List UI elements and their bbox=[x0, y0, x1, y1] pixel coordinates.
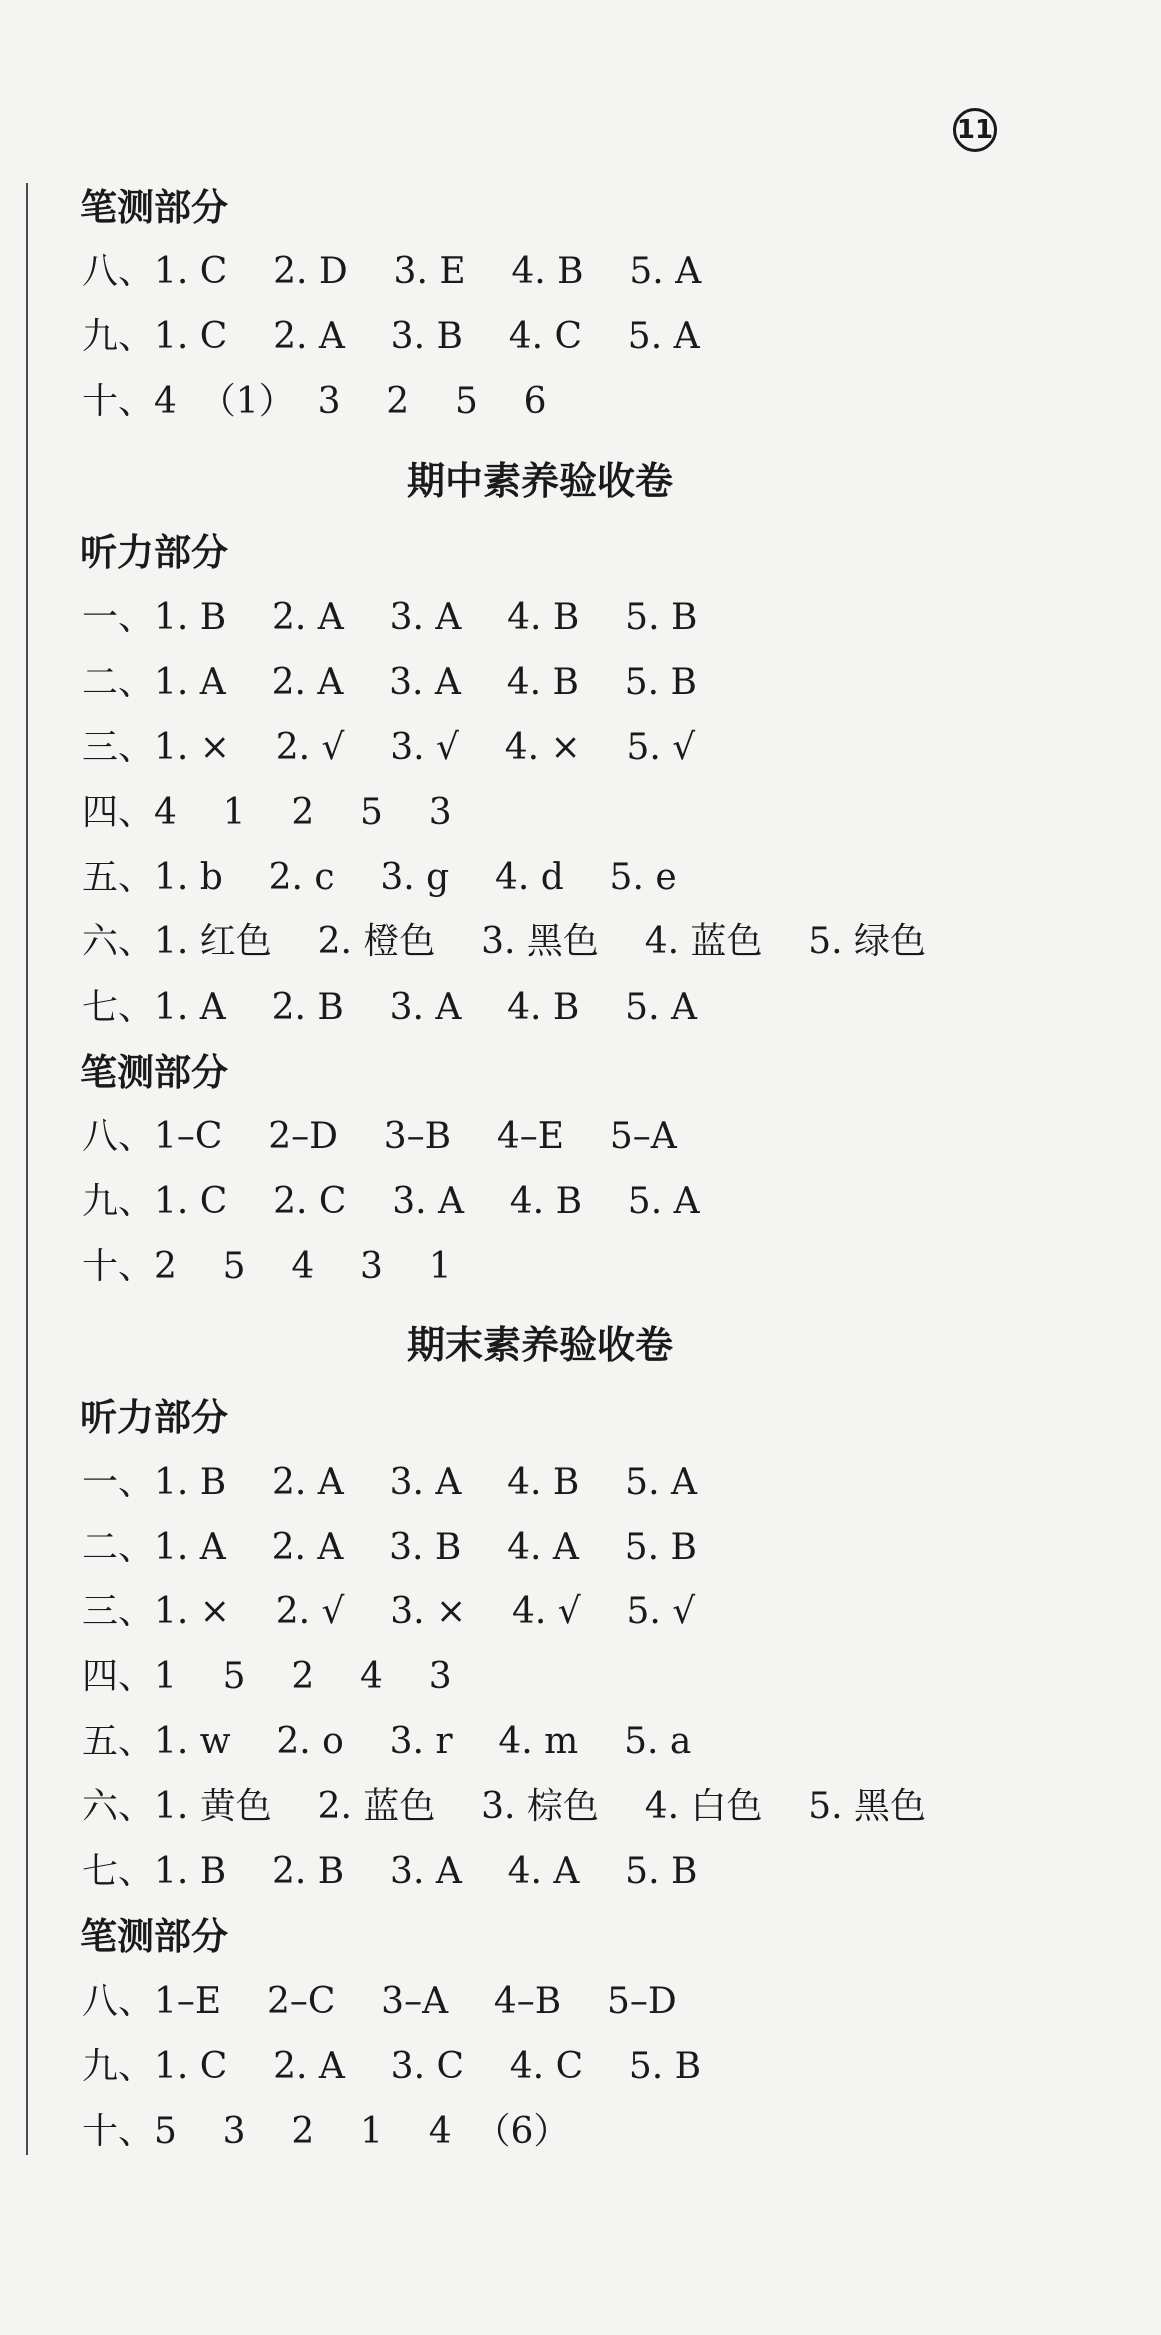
answer-line-2: 二、1. A 2. A 3. A 4. B 5. B bbox=[82, 662, 697, 703]
answer-line-8: 八、1–E 2–C 3–A 4–B 5–D bbox=[82, 1981, 677, 2022]
answer-line-4: 四、4 1 2 5 3 bbox=[82, 792, 452, 833]
midterm-title: 期中素养验收卷 bbox=[406, 459, 673, 503]
page-number-badge: 11 bbox=[953, 108, 997, 152]
answer-line-10: 十、2 5 4 3 1 bbox=[82, 1246, 452, 1287]
answer-line-10: 十、5 3 2 1 4 （6） bbox=[82, 2111, 570, 2152]
answer-line-10: 十、4 （1） 3 2 5 6 bbox=[82, 381, 547, 422]
answer-line-4: 四、1 5 2 4 3 bbox=[82, 1656, 452, 1697]
written-section-heading: 笔测部分 bbox=[80, 186, 228, 229]
answer-line-6: 六、1. 红色 2. 橙色 3. 黑色 4. 蓝色 5. 绿色 bbox=[82, 921, 927, 962]
answer-line-8: 八、1–C 2–D 3–B 4–E 5–A bbox=[82, 1116, 677, 1157]
answer-line-2: 二、1. A 2. A 3. B 4. A 5. B bbox=[82, 1527, 697, 1568]
answer-line-9: 九、1. C 2. A 3. B 4. C 5. A bbox=[82, 316, 700, 357]
answer-line-7: 七、1. A 2. B 3. A 4. B 5. A bbox=[82, 987, 697, 1028]
listening-section-heading: 听力部分 bbox=[80, 1396, 228, 1439]
listening-section-heading: 听力部分 bbox=[80, 531, 228, 574]
answer-line-3: 三、1. × 2. √ 3. √ 4. × 5. √ bbox=[82, 727, 696, 768]
answer-line-7: 七、1. B 2. B 3. A 4. A 5. B bbox=[82, 1851, 698, 1892]
final-title: 期末素养验收卷 bbox=[406, 1323, 673, 1367]
answer-line-8: 八、1. C 2. D 3. E 4. B 5. A bbox=[82, 251, 702, 292]
answer-line-9: 九、1. C 2. C 3. A 4. B 5. A bbox=[82, 1181, 700, 1222]
written-section-heading: 笔测部分 bbox=[80, 1051, 228, 1094]
answer-line-5: 五、1. w 2. o 3. r 4. m 5. a bbox=[82, 1721, 692, 1762]
answer-line-1: 一、1. B 2. A 3. A 4. B 5. B bbox=[82, 597, 698, 638]
answer-line-9: 九、1. C 2. A 3. C 4. C 5. B bbox=[82, 2046, 702, 2087]
answer-line-3: 三、1. × 2. √ 3. × 4. √ 5. √ bbox=[82, 1591, 696, 1632]
answer-line-5: 五、1. b 2. c 3. g 4. d 5. e bbox=[82, 857, 677, 898]
answer-line-6: 六、1. 黄色 2. 蓝色 3. 棕色 4. 白色 5. 黑色 bbox=[82, 1786, 927, 1827]
answer-line-1: 一、1. B 2. A 3. A 4. B 5. A bbox=[82, 1462, 697, 1503]
written-section-heading: 笔测部分 bbox=[80, 1915, 228, 1958]
